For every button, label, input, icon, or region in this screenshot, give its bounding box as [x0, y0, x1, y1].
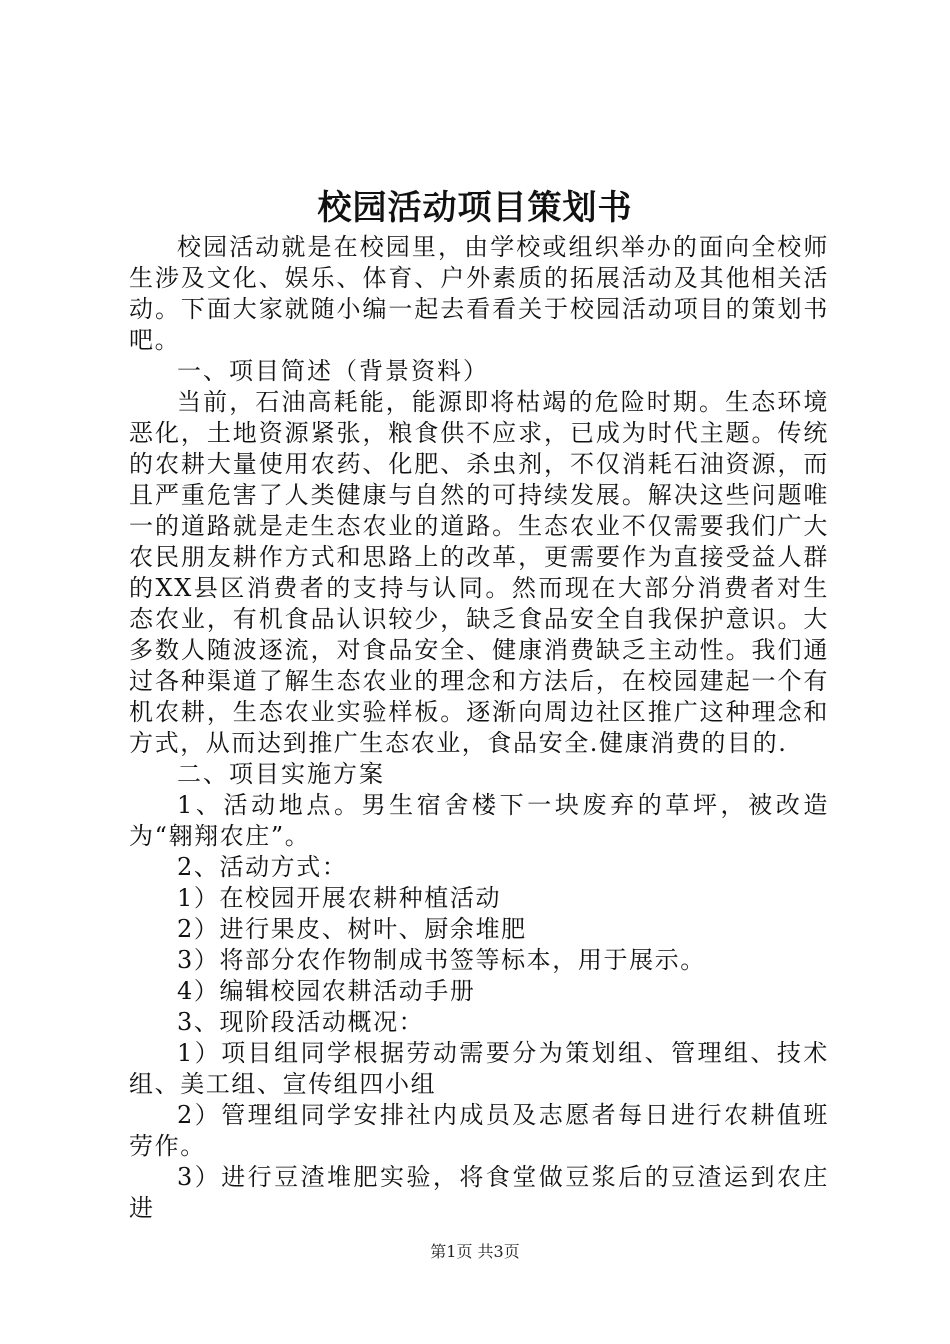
document-title: 校园活动项目策划书 — [317, 188, 633, 228]
list-item-status-3: 3）进行豆渣堆肥实验，将食堂做豆浆后的豆渣运到农庄进 — [129, 1163, 829, 1222]
list-item-method-2: 2）进行果皮、树叶、厨余堆肥 — [177, 915, 527, 943]
list-item-method-1: 1）在校园开展农耕种植活动 — [177, 884, 502, 912]
list-item-status-1: 1）项目组同学根据劳动需要分为策划组、管理组、技术组、美工组、宣传组四小组 — [129, 1039, 829, 1098]
list-item-method-3: 3）将部分农作物制成书签等标本，用于展示。 — [177, 946, 706, 974]
page-footer: 第1页 共3页 — [430, 1242, 520, 1261]
paragraph-status-heading: 3、现阶段活动概况： — [177, 1008, 425, 1036]
section-heading-plan: 二、项目实施方案 — [177, 760, 385, 788]
list-item-status-2: 2）管理组同学安排社内成员及志愿者每日进行农耕值班劳作。 — [129, 1101, 829, 1160]
document-body — [129, 232, 829, 1224]
paragraph-location: 1、活动地点。男生宿舍楼下一块废弃的草坪，被改造为“翱翔农庄”。 — [129, 791, 829, 850]
list-item-method-4: 4）编辑校园农耕活动手册 — [177, 977, 476, 1005]
paragraph-background: 当前，石油高耗能，能源即将枯竭的危险时期。生态环境恶化，土地资源紧张，粮食供不应求，已成为时代主题。传统的农耕大量使用农药、化肥、杀虫剂，不仅消耗石油资源，而且严重危害了人类健康与自然的可持续发展。解决这些问题唯一的道路就是走生态农业的道路。生态农业不仅需要我们广大农民朋友耕作方式和思路上的改革，更需要作为直接受益人群的XX县区消费者的支持与认同。然而现在大部分消费者对生态农业，有机食品认识较少，缺乏食品安全自我保护意识。大多数人随波逐流，对食品安全、健康消费缺乏主动性。我们通过各种渠道了解生态农业的理念和方法后，在校园建起一个有机农耕，生态农业实验样板。逐渐向周边社区推广这种理念和方式，从而达到推广生态农业，食品安全.健康消费的目的. — [129, 388, 829, 757]
paragraph-method-heading: 2、活动方式： — [177, 853, 348, 881]
paragraph-intro: 校园活动就是在校园里，由学校或组织举办的面向全校师生涉及文化、娱乐、体育、户外素质的拓展活动及其他相关活动。下面大家就随小编一起去看看关于校园活动项目的策划书吧。 — [129, 233, 829, 354]
section-heading-overview: 一、项目简述（背景资料） — [177, 357, 489, 385]
